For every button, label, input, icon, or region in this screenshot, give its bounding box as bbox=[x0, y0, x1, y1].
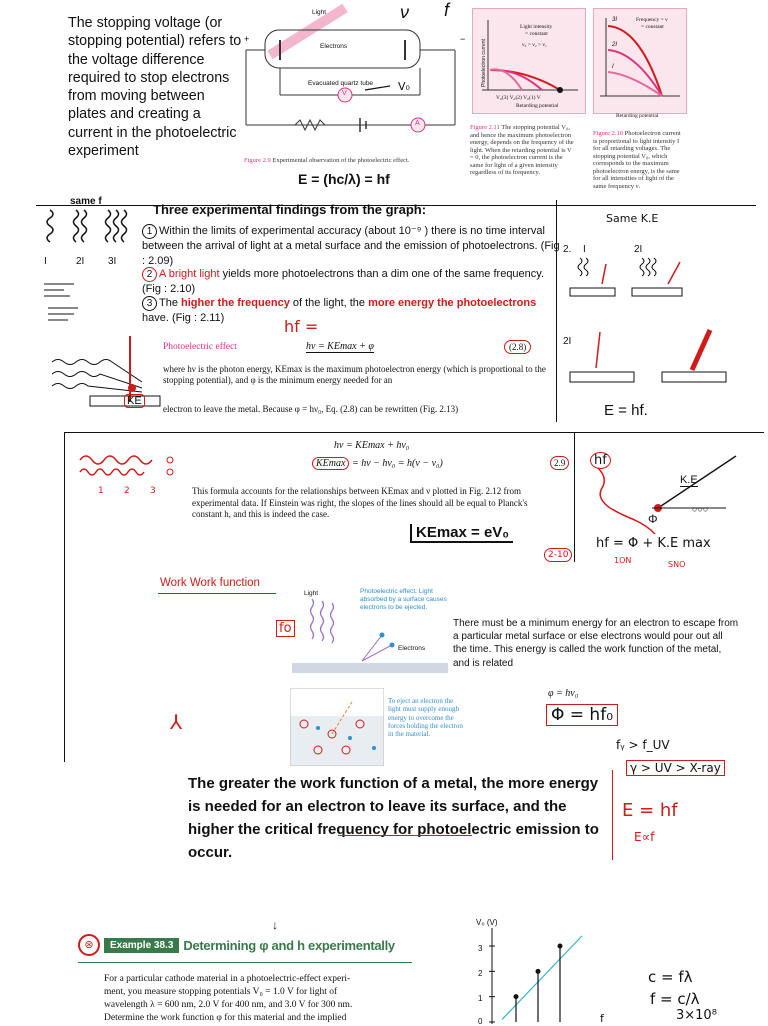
big-statement: The greater the work function of a metal, the more energy is needed for an electron to leave its surface, and the higher the critical frequency for photoelectric emission to occur. bbox=[188, 775, 599, 861]
equation-2-9: 2.9 bbox=[550, 456, 569, 470]
finding-2: 2 A bright light yields more photoelectrons than a dim one of the same frequency. (Fig : 2.10) bbox=[142, 268, 545, 295]
right-label-3: 2I bbox=[563, 336, 572, 347]
wf-electrons-label: Electrons bbox=[398, 645, 426, 652]
effect-body: where hν is the photon energy, KEmax is the maximum photoelectron energy (which is proportional to the stopping potential), and φ is the minimum energy needed for an bbox=[163, 364, 546, 385]
apparatus-tube-label: Evacuated quartz tube bbox=[308, 80, 374, 87]
middle-frame bbox=[64, 432, 764, 433]
intensity-sketch bbox=[36, 206, 146, 266]
hf-phi-equation: hf = Φ + K.E max bbox=[596, 536, 711, 551]
figure-2-11-ylabel: Photoelectron current bbox=[480, 39, 487, 87]
finding-1-number: 1 bbox=[142, 224, 157, 239]
phi-label: Φ bbox=[648, 512, 658, 526]
equation-ke: KEmax = hν − hν₀ = h(ν − ν₀) bbox=[312, 458, 443, 469]
wf-effect-text: Photoelectric effect: Light absorbed by a surface causes electrons to be ejected. bbox=[360, 588, 447, 611]
figure-2-11-box-3: ν₃ > ν₂ > ν₁ bbox=[522, 42, 547, 48]
equation-2-8: (2.8) bbox=[504, 340, 531, 354]
graph-point bbox=[558, 944, 563, 949]
finding-1: 1 Within the limits of experimental accuracy (about 10⁻⁹ ) there is no time interval between the arrival of light at a metal surface and the emission of photoelectrons. (Fig : 2.09) bbox=[142, 225, 560, 267]
graph-ytick-1: 1 bbox=[478, 994, 483, 1003]
graph-point bbox=[536, 969, 541, 974]
example-label: Example 38.3 bbox=[104, 938, 179, 953]
example-body-4: Determine the work function φ for this material and the implied bbox=[104, 1013, 347, 1023]
graph-point bbox=[514, 994, 519, 999]
red-spring-sketch bbox=[76, 446, 176, 486]
eject-note: To eject an electron the light must supply enough energy to overcome the forces holding the electron in the material. bbox=[388, 697, 463, 739]
nu-symbol: ν bbox=[400, 2, 409, 22]
fy-fuv-note: fᵧ > f_UV bbox=[616, 738, 670, 752]
figure-2-11-ticks: V₀(3) V₀(2) V₀(1) V bbox=[496, 95, 541, 101]
intensity-label-i: I bbox=[44, 256, 47, 267]
speed-of-light-note: 3×10⁸ bbox=[676, 1008, 717, 1023]
figure-2-11-caption: Figure 2.11 The stopping potential V₀, and hence the maximum photoelectron energy, depends on the frequency of the light. When the retarding potential is V = 0, the photoelectron current is the same for light of a given intensity regardless of its frequency. bbox=[470, 124, 574, 176]
phi-hf0-equation: Φ = hf₀ bbox=[546, 704, 618, 726]
photon-sketch bbox=[42, 326, 172, 416]
photoelectric-effect-title: Photoelectric effect bbox=[163, 342, 237, 352]
hand-icons bbox=[40, 278, 100, 328]
mid-num-1: 1 bbox=[98, 486, 104, 496]
e-prop-f: E∝f bbox=[634, 830, 655, 844]
kemax-equation: KEmax = eV₀ bbox=[410, 524, 513, 543]
critical-frequency-underline bbox=[338, 835, 472, 836]
graph-ytick-3: 3 bbox=[478, 944, 483, 953]
figure-2-10-box-1: Frequency = ν bbox=[636, 17, 668, 23]
figure-2-10-curve-3i: 3I bbox=[612, 17, 618, 23]
intensity-label-2i: 2I bbox=[76, 256, 85, 267]
e-hf-note: E = hf. bbox=[604, 402, 648, 419]
intro-text: The stopping voltage (or stopping potential) refers to the voltage difference required to stop electrons from moving between plates and creating a current in the photoelectric experiment bbox=[68, 15, 242, 160]
right-label-2: 2. bbox=[563, 244, 572, 255]
example-body-3: wavelength λ = 600 nm, 2.0 V for 400 nm, and 3.0 V for 300 nm. bbox=[104, 1000, 353, 1010]
right-sketch bbox=[562, 254, 756, 400]
right-label-2i: 2I bbox=[634, 244, 643, 255]
finding-3-number: 3 bbox=[142, 296, 157, 311]
phi-hv0-equation: φ = hν₀ bbox=[548, 688, 579, 699]
work-title-underline bbox=[158, 593, 276, 594]
apparatus-vo-note: V₀ bbox=[398, 80, 410, 93]
wf-light-label: Light bbox=[304, 590, 319, 597]
photoelectric-effect-equation: hν = KEmax + φ bbox=[306, 341, 374, 352]
e-hf-red: E = hf bbox=[622, 800, 678, 821]
effect-body-2: electron to leave the metal. Because φ = hν₀, Eq. (2.8) can be rewritten (Fig. 2.13) bbox=[163, 404, 459, 414]
finding-3: 3 The higher the frequency of the light, the more energy the photoelectrons have. (Fig : 2.11) bbox=[142, 297, 537, 324]
work-function-title: Work Work function bbox=[160, 577, 260, 589]
graph-marks bbox=[502, 936, 582, 1022]
svg-text:−: − bbox=[460, 34, 466, 44]
example-icon: ⊛ bbox=[78, 934, 100, 956]
apparatus-electrons-label: Electrons bbox=[320, 43, 348, 50]
energy-equation: E = (hc/λ) = hf bbox=[298, 171, 390, 187]
example-header bbox=[78, 934, 395, 956]
right-label-i: I bbox=[583, 244, 586, 255]
graph-ytick-2: 2 bbox=[478, 969, 483, 978]
stopping-potential-graph bbox=[486, 926, 606, 1024]
mid-num-2: 2 bbox=[124, 486, 130, 496]
apparatus-a-label: A bbox=[415, 120, 420, 127]
order-note: γ > UV > X-ray bbox=[626, 760, 725, 776]
mid-num-3: 3 bbox=[150, 486, 156, 496]
figure-2-10-box-2: = constant bbox=[641, 24, 664, 30]
hf-label: hf bbox=[590, 452, 611, 469]
red-lambda-mark: ⅄ bbox=[170, 710, 183, 734]
findings-heading: Three experimental findings from the graph: bbox=[153, 202, 427, 217]
hf-equals-note: hf = bbox=[284, 317, 319, 336]
f-symbol: f bbox=[444, 0, 450, 20]
figure-2-10-caption: Figure 2.10 Photoelectron current is proportional to light intensity I for all retarding voltages. The stopping potential V₀, which corresponds to the maximum photoelectron energy, is the same for all intensities of light of the same frequency ν. bbox=[593, 130, 681, 190]
handwritten-arrow-mark: ↓ bbox=[272, 918, 278, 932]
figure-2-11-box-2: = constant bbox=[525, 31, 548, 37]
svg-text:○○○: ○○○ bbox=[692, 504, 709, 514]
f-equation: f = c/λ bbox=[650, 990, 700, 1008]
c-equation: c = fλ bbox=[648, 968, 693, 986]
apparatus-light-label: Light bbox=[312, 9, 327, 16]
figure-2-11-xlabel: Retarding potential bbox=[516, 103, 559, 109]
same-f-label: same f bbox=[70, 196, 102, 207]
ke-graph-label: K.E bbox=[680, 474, 698, 486]
finding-2-number: 2 bbox=[142, 267, 157, 282]
middle-left-frame bbox=[64, 432, 65, 762]
equation-2-10: 2-10 bbox=[544, 548, 572, 562]
figure-2-10-curve-i: I bbox=[612, 64, 614, 70]
figure-2-9-caption: Figure 2.9 Experimental observation of the photoelectric effect. bbox=[244, 157, 410, 164]
apparatus-v-label: V bbox=[342, 90, 347, 97]
work-function-paragraph: There must be a minimum energy for an electron to escape from a particular metal surface or else electrons would pour out all the time. This energy is called the work function of the metal, and is related bbox=[453, 618, 739, 669]
sno-label: SNO bbox=[668, 560, 686, 569]
example-body-2: ment, you measure stopping potentials V₀ = 1.0 V for light of bbox=[104, 987, 338, 997]
ion-label: 1ON bbox=[614, 556, 632, 565]
right-vertical-line bbox=[612, 770, 613, 860]
graph-fit-line bbox=[502, 936, 582, 1020]
middle-body: This formula accounts for the relationships between KEmax and ν plotted in Fig. 2.12 from experimental data. If Einstein was right, the slopes of the lines should all be equal to Planck's constant h, and this is indeed the case. bbox=[192, 486, 528, 519]
figure-2-11-box-1: Light intensity bbox=[520, 24, 553, 30]
graph-ytick-0: 0 bbox=[478, 1017, 483, 1026]
equation-hv: hν = KEmax + hν₀ bbox=[334, 440, 410, 451]
ke-label: KE bbox=[124, 394, 145, 408]
figure-2-10-curve-2i: 2I bbox=[612, 42, 618, 48]
graph-f-mark: f bbox=[600, 1012, 604, 1025]
fo-label: fo bbox=[276, 620, 295, 637]
svg-text:+: + bbox=[244, 34, 250, 44]
example-divider bbox=[78, 962, 412, 963]
ke-graph-sketch bbox=[586, 444, 762, 534]
example-body-1: For a particular cathode material in a photoelectric-effect experi- bbox=[104, 974, 351, 984]
figure-2-10-xlabel: Retarding potential bbox=[616, 113, 659, 119]
intensity-label-3i: 3I bbox=[108, 256, 117, 267]
example-title: Determining φ and h experimentally bbox=[183, 937, 395, 953]
same-ke-label: Same K.E bbox=[606, 212, 659, 225]
graph-ylabel: V₀ (V) bbox=[476, 918, 498, 927]
middle-right-frame bbox=[574, 432, 575, 562]
lattice-diagram bbox=[290, 688, 384, 766]
